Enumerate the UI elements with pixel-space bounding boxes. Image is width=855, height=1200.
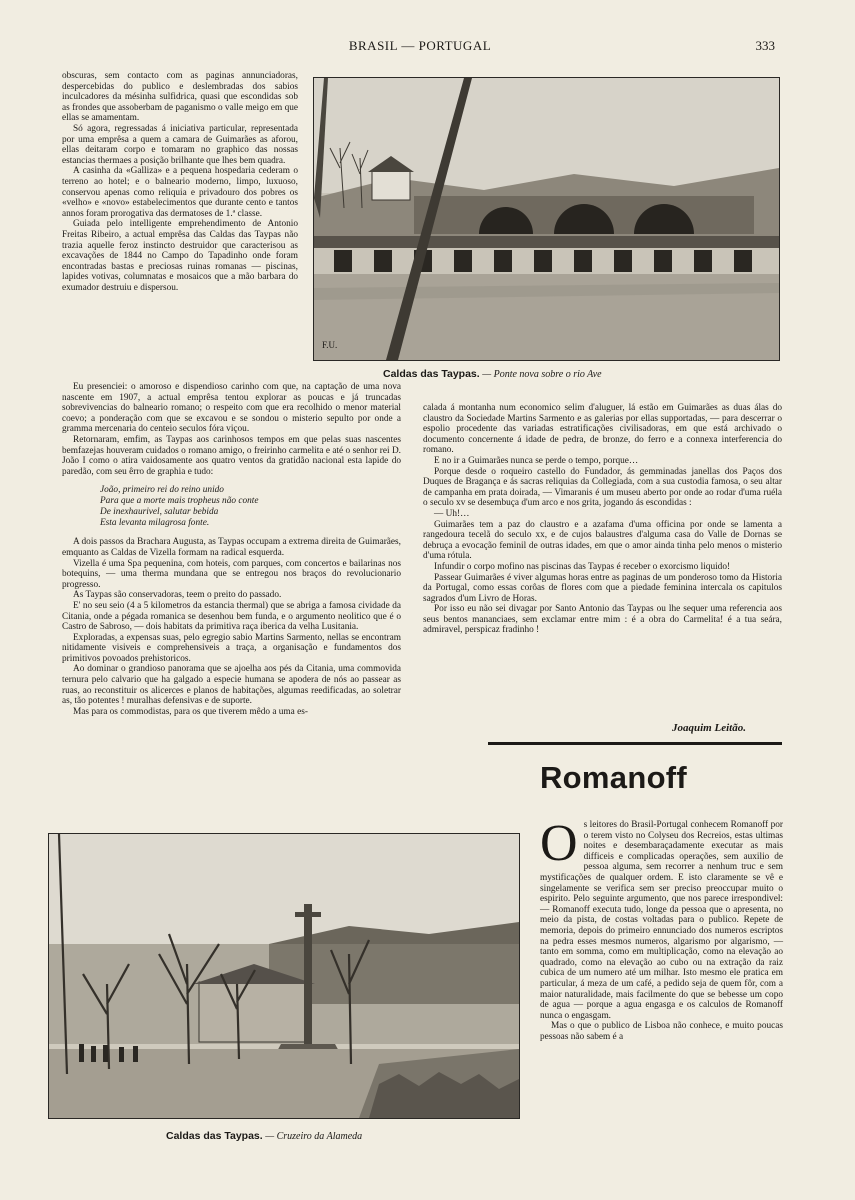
poem-line: João, primeiro rei do reino unido: [100, 485, 224, 496]
paragraph: [540, 815, 783, 1021]
right-column: [423, 403, 782, 636]
paragraph: A casinha da «Galliza» e a pequena hospedaria cederam o terreno ao hotel; e o balneario moderno, limpo, luxuoso, conservou apenas como reliquia e privadouro dos pobres os «velho» e «novo» estabelecimentos que durante cento e tantos annos foram prorogativa das dermatoses de 1.ª classe.: [62, 166, 298, 219]
inscription-poem: [100, 485, 401, 529]
left-column-top: [62, 71, 298, 293]
poem-line: Esta levanta milagrosa fonte.: [100, 518, 210, 529]
paragraph: E' no seu seio (4 a 5 kilometros da estancia thermal) que se abriga a famosa cividade da Citania, onde a pégada romanica se desenhou bem funda, e o argumento neolitico que é o Castro de Sabroso, — dois habitats da primitiva raça iberica da velha Lusitania.: [62, 600, 401, 633]
paragraph: Só agora, regressadas á iniciativa particular, representada por uma emprêsa a quem a camara de Guimarães as aforou, ellas deitaram corpo e tomaram no graphico das nossas estancias thermaes a posição brilhante que lhes bem quadra.: [62, 123, 298, 166]
page-number: 333: [755, 38, 775, 53]
paragraph: Porque desde o roqueiro castello do Fundador, ás gemminadas janellas dos Paços dos Duques de Bragança e ás sacras reliquias da Collegiada, com a sua custodia famosa, o seu altar de campanha em prata doirada, — Vimaranis é um museu aberto por onde ao rodar d'uma ruéla o seculo xv se desembuça d'um arco e nos grita, jogando ás escondidas :: [423, 466, 782, 509]
section-title: Romanoff: [540, 760, 688, 795]
photo-bridge-caption: [383, 368, 602, 380]
photo-cruzeiro: [48, 833, 520, 1119]
paragraph: Infundir o corpo mofino nas piscinas das Taypas é receber o exorcismo liquido!: [434, 561, 731, 572]
caption-place: Caldas das Taypas.: [383, 368, 480, 380]
running-title: BRASIL — PORTUGAL: [348, 38, 492, 53]
paragraph: calada á montanha num economico selim d'aluguer, lá estão em Guimarães as duas álas do claustro da Sociedade Martins Sarmento e as galerias por ellas supportadas, — para descerrar o espolio procedente das variadas estratificações civilisadoras, em que está archivado o documento concernente á idade de pedra, de bronze, do ferro e a connexa interferencia do romano.: [423, 403, 782, 456]
paragraph: Eu presenciei: o amoroso e dispendioso carinho com que, na captação de uma nova nascente em 1907, a actual emprêsa tentou explorar as poucas e já truncadas sobrevivencias do balneario romano; o respeito com que era recolhido o menor material coevo; a ponderação com que se excavou e se sondou o misterio sepulto por onde a gramma mercenaria do centeio seculos fóra viçou.: [62, 382, 401, 435]
drop-cap: O: [540, 815, 578, 872]
poem-line: Para que a morte mais tropheus não conte: [100, 496, 259, 507]
svg-text:F.U.: F.U.: [322, 340, 338, 350]
paragraph: Por isso eu não sei divagar por Santo Antonio das Taypas ou lhe sequer uma referencia aos seus bentos mananciaes, sem exclamar entre mim : é a obra do Carmelita! é a tua seára, admiravel, perspicaz fradinho !: [423, 604, 782, 636]
paragraph: Vizella é uma Spa pequenina, com hoteis, com parques, com concertos e bailarinas nos botequins, — uma therma mundana que se entregou nos braços do revolucionario progresso.: [62, 558, 401, 590]
paragraph: Ao dominar o grandioso panorama que se ajoelha aos pés da Citania, uma commovida ternura pelo calvario que ha galgado a especie humana se apodera de nós ao passear as ruas, ao reconstituir os alicerces e planos de habitações, algumas reedificadas, ao soletrar as, tão potentes ! muralhas defensivas e de suporte.: [62, 664, 401, 707]
author-signature: Joaquim Leitão.: [672, 722, 746, 734]
paragraph: Guimarães tem a paz do claustro e a azafama d'uma officina por onde se lamenta a rangedoura tecelã do seculo xx, e de cujos balaustres d'alguma casa do Valle de Dornas se debruça a evocação feminil de outras idades, em que o amor ainda tinha pelo menos o misterio d'uma rótula.: [423, 519, 782, 562]
bridge-illustration: [314, 78, 779, 360]
paragraph: A dois passos da Brachara Augusta, as Taypas occupam a extrema direita de Guimarães, emquanto as Caldas de Vizella formam na radical esquerda.: [62, 537, 401, 558]
photo-cruzeiro-caption: [166, 1130, 362, 1142]
paragraph: Mas o que o publico de Lisboa não conhece, e muito poucas pessoas não sabem é a: [540, 1021, 783, 1042]
paragraph: Retornaram, emfim, as Taypas aos carinhosos tempos em que pelas suas nascentes bemfazejas houveram cuidados o romano amigo, o freirinho carmelita e até o senhor rei D. João I como o atira vaidosamente aos quatro ventos da gratidão nacional esta lapide do paredão, com seu êrro de graphia e tudo:: [62, 434, 401, 477]
photo-bridge: [313, 77, 780, 361]
paragraph: As Taypas são conservadoras, teem o preito do passado.: [73, 590, 282, 601]
paragraph: Mas para os commodistas, para os que tiverem mêdo a uma es-: [73, 706, 308, 717]
poem-line: De inexhaurivel, salutar bebida: [100, 507, 219, 518]
cruzeiro-illustration: [49, 834, 519, 1118]
left-column-bottom: [62, 382, 401, 717]
paragraph: Exploradas, a expensas suas, pelo egregio sabio Martins Sarmento, nellas se encontram nitidamente visiveis e comprehensiveis a traça, a organisação e fundamentos dos primitivos povoados prehistoricos.: [62, 632, 401, 664]
caption-description: — Cruzeiro da Alameda: [265, 1131, 363, 1142]
paragraph: E no ir a Guimarães nunca se perde o tempo, porque…: [434, 455, 639, 466]
paragraph: — Uh!…: [434, 508, 470, 519]
caption-description: — Ponte nova sobre o rio Ave: [482, 369, 602, 380]
romanoff-column: [540, 815, 783, 1042]
paragraph-text: s leitores do Brasil-Portugal conhecem Romanoff por o terem visto no Colyseu dos Recreios, estas ultimas noites e desembaraçadamente executar as mais difficeis e complicadas operações, sem auxilio de pessoa alguma, sem recorrer a nenhum truc e sem mystificações de qualquer ordem. E isto claramente se vê e singelamente se verifica sem ser preciso preoccupar muito o espirito. Pelo seguinte argumento, que nos parece irrespondivel: — Romanoff executa tudo, longe da pessoa que o apresenta, no meio da pista, de costas voltadas para o publico. Repete de memoria, depois do primeiro ennunciado dos numeros escriptos na pedra esses mesmos numeros, algarismo por algarismo, — tanto em somma, como em multiplicação, como na elevação ao quadrado, como na elevação ao cubo ou na extração da raiz cubica de um numero até um milhar. Isto mesmo ele pratica em particular, á meza de um café, a pedido seja de quem fôr, com a maior naturalidade, mais facilmente do que se bebesse um copo de agua — porque a agua engasga e os calculos de Romanoff nunca o engasgam.: [540, 820, 783, 1021]
caption-place: Caldas das Taypas.: [166, 1130, 263, 1142]
paragraph: obscuras, sem contacto com as paginas annunciadoras, despercebidas do publico e deslembradas dos sabios inculcadores da mésinha sulfidrica, quasi que escondidas sob as frondes que assoberbam de paganismo o valle meigo em que ellas se amamentam.: [62, 71, 298, 124]
section-divider: [488, 742, 782, 745]
page-header: [0, 38, 855, 56]
paragraph: Guiada pelo intelligente emprehendimento de Antonio Freitas Ribeiro, a actual emprêsa das Caldas das Taypas não trazia aquelle feroz instincto destruidor que caracterisou as excavações de 1844 no Campo do Tapadinho onde foram encontradas bastas e preciosas ruinas romanas — piscinas, lapides votivas, columnatas e mosaicos que a mão barbara do exumador destruiu e dispersou.: [62, 219, 298, 293]
paragraph: Passear Guimarães é viver algumas horas entre as paginas de um ponderoso tomo da Historia da Portugal, como essas corôas de flores com que a piedade feminina intercala os capitulos sagrados d'um Livro de Horas.: [423, 572, 782, 604]
